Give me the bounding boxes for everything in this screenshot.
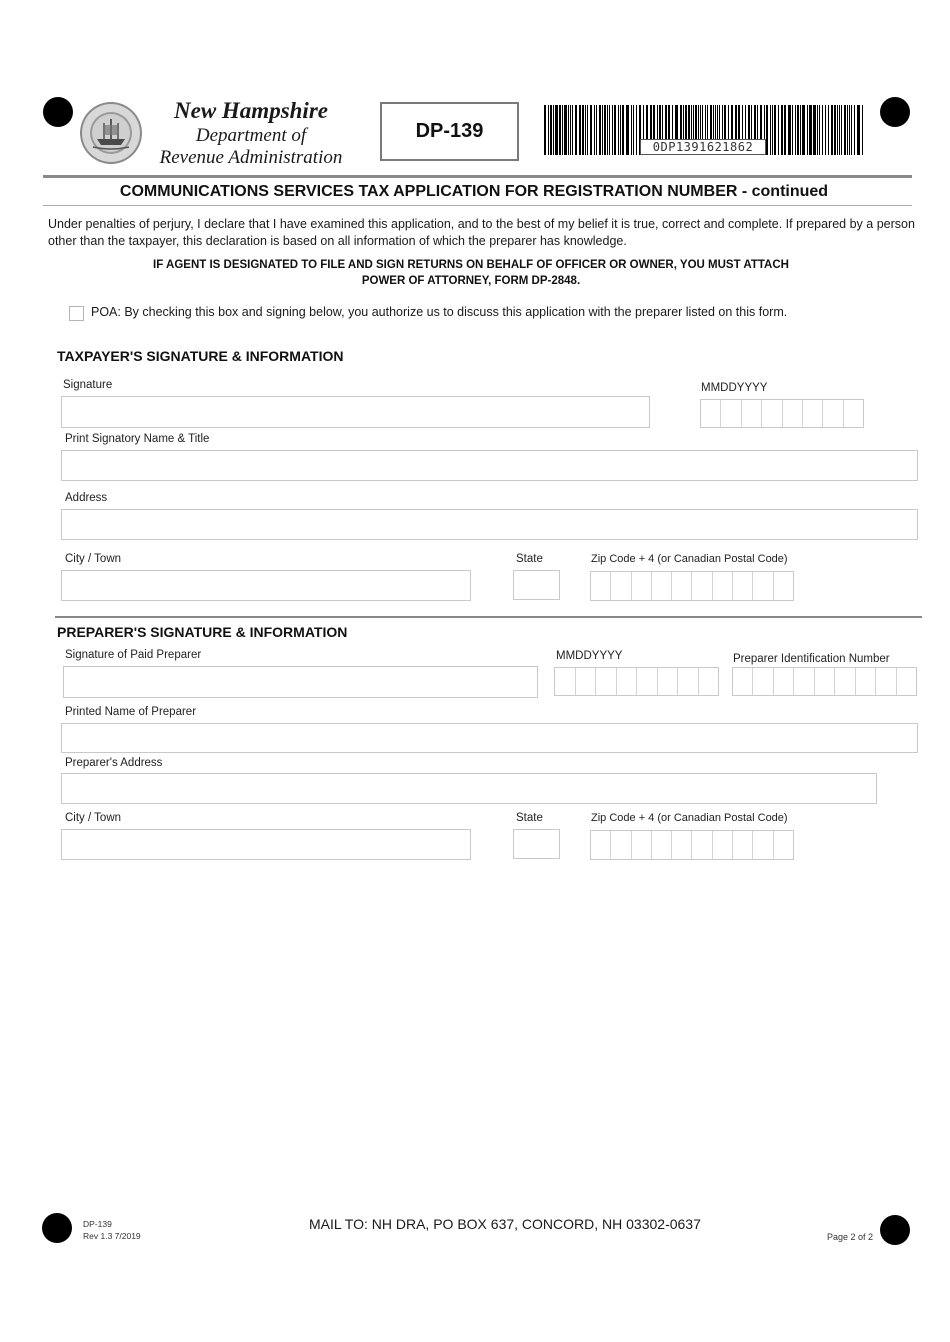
preparer-signature-label: Signature of Paid Preparer xyxy=(65,649,202,661)
preparer-section-heading: PREPARER'S SIGNATURE & INFORMATION xyxy=(57,624,348,640)
section-divider xyxy=(55,616,922,618)
agency-name-line2: Department of xyxy=(195,125,307,146)
preparer-address-label: Preparer's Address xyxy=(65,757,163,769)
registration-mark-top-left xyxy=(43,97,73,127)
preparer-id-label: Preparer Identification Number xyxy=(733,653,890,665)
poa-checkbox[interactable] xyxy=(69,306,84,321)
taxpayer-city-field[interactable] xyxy=(61,570,471,601)
header-rule xyxy=(43,175,912,178)
form-id-box xyxy=(380,102,519,161)
registration-mark-bottom-left xyxy=(42,1213,72,1243)
taxpayer-state-field[interactable] xyxy=(513,570,560,600)
page-number: Page 2 of 2 xyxy=(827,1232,874,1242)
taxpayer-city-label: City / Town xyxy=(65,553,122,565)
taxpayer-signature-label: Signature xyxy=(63,379,113,391)
preparer-state-field[interactable] xyxy=(513,829,560,859)
preparer-state-label: State xyxy=(516,812,543,824)
preparer-zip-field[interactable] xyxy=(590,830,794,860)
preparer-name-label: Printed Name of Preparer xyxy=(65,706,197,718)
taxpayer-section-heading: TAXPAYER'S SIGNATURE & INFORMATION xyxy=(57,348,344,364)
state-seal-icon xyxy=(79,101,143,165)
registration-mark-bottom-right xyxy=(880,1215,910,1245)
preparer-date-label: MMDDYYYY xyxy=(556,650,623,662)
agency-name-line3: Revenue Administration xyxy=(159,147,343,168)
taxpayer-address-label: Address xyxy=(65,492,108,504)
taxpayer-name-field[interactable] xyxy=(61,450,918,481)
preparer-city-field[interactable] xyxy=(61,829,471,860)
page-title: COMMUNICATIONS SERVICES TAX APPLICATION FOR REGISTRATION NUMBER - continued xyxy=(119,183,829,200)
declaration-text: Under penalties of perjury, I declare that I have examined this application, and to the best of my belief it is true, correct and complete. If prepared by a person other than the taxpayer, this declaration is based on all information of which the preparer has knowledge. xyxy=(48,217,915,248)
barcode-text: 0DP1391621862 xyxy=(640,139,766,155)
registration-mark-top-right xyxy=(880,97,910,127)
barcode xyxy=(544,105,866,157)
poa-text: POA: By checking this box and signing below, you authorize us to discuss this application with the preparer listed on this form. xyxy=(91,305,788,319)
agent-notice-line2: POWER OF ATTORNEY, FORM DP-2848. xyxy=(361,275,581,287)
preparer-zip-label: Zip Code + 4 (or Canadian Postal Code) xyxy=(591,812,788,824)
taxpayer-signature-field[interactable] xyxy=(61,396,650,428)
preparer-address-field[interactable] xyxy=(61,773,877,804)
taxpayer-date-field[interactable] xyxy=(700,399,864,428)
preparer-city-label: City / Town xyxy=(65,812,122,824)
footer-form-info xyxy=(83,1218,141,1242)
agent-notice-line1: IF AGENT IS DESIGNATED TO FILE AND SIGN RETURNS ON BEHALF OF OFFICER OR OWNER, YOU MUST ATTACH xyxy=(153,259,789,271)
mailing-address: MAIL TO: NH DRA, PO BOX 637, CONCORD, NH 03302-0637 xyxy=(309,1216,701,1232)
footer-form-id: DP-139 xyxy=(83,1219,112,1229)
agency-name-line1: New Hampshire xyxy=(174,98,328,123)
title-rule xyxy=(43,205,912,206)
footer-revision: Rev 1.3 7/2019 xyxy=(83,1231,141,1241)
taxpayer-name-label: Print Signatory Name & Title xyxy=(65,433,210,445)
preparer-name-field[interactable] xyxy=(61,723,918,753)
preparer-date-field[interactable] xyxy=(554,667,719,696)
preparer-signature-field[interactable] xyxy=(63,666,538,698)
preparer-id-field[interactable] xyxy=(732,667,917,696)
taxpayer-date-label: MMDDYYYY xyxy=(701,382,768,394)
taxpayer-address-field[interactable] xyxy=(61,509,918,540)
agent-notice xyxy=(60,257,882,289)
taxpayer-zip-field[interactable] xyxy=(590,571,794,601)
form-id: DP-139 xyxy=(415,120,484,142)
taxpayer-zip-label: Zip Code + 4 (or Canadian Postal Code) xyxy=(591,553,788,565)
taxpayer-state-label: State xyxy=(516,553,543,565)
agency-name xyxy=(146,97,356,169)
